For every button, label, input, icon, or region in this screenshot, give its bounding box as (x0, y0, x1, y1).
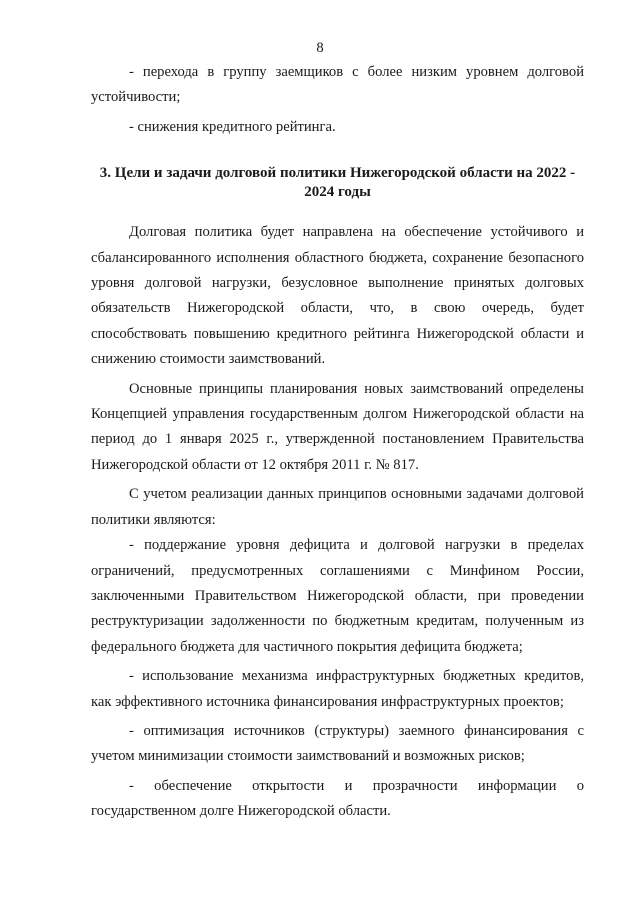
paragraph: Долговая политика будет направлена на обеспечение устойчивого и сбалансированного исполнения областного бюджета, сохранение безопасного уровня долговой нагрузки, безусловное выполнение принятых долговых обязательств Нижегородской области, что, в свою очередь, будет способствовать повышению кредитного рейтинга Нижегородской области и снижению стоимости заимствований. (91, 224, 584, 368)
task-item: - поддержание уровня дефицита и долговой нагрузки в пределах ограничений, предусмотренных соглашениями с Минфином России, заключенными Правительством Нижегородской области, при проведении реструктуризации задолженности по бюджетным кредитам, полученным из федерального бюджета для частичного покрытия дефицита бюджета; (91, 537, 584, 655)
section-title: 3. Цели и задачи долговой политики Нижегородской области на 2022 - 2024 годы (99, 165, 576, 201)
task-item: - оптимизация источников (структуры) заемного финансирования с учетом минимизации стоимости заимствований и возможных рисков; (91, 722, 584, 765)
page-body (91, 60, 584, 825)
intro-item: - снижения кредитного рейтинга. (129, 118, 336, 135)
intro-item: - перехода в группу заемщиков с более низким уровнем долговой устойчивости; (91, 64, 584, 106)
paragraph: С учетом реализации данных принципов основными задачами долговой политики являются: (91, 486, 584, 528)
task-item: - обеспечение открытости и прозрачности информации о государственном долге Нижегородской области. (91, 777, 584, 820)
task-item: - использование механизма инфраструктурных бюджетных кредитов, как эффективного источника финансирования инфраструктурных проектов; (91, 668, 584, 710)
paragraph: Основные принципы планирования новых заимствований определены Концепцией управления государственным долгом Нижегородской области на период до 1 января 2025 г., утвержденной постановлением Правительства Нижегородской области от 12 октября 2011 г. № 817. (91, 380, 584, 473)
page-number: 8 (316, 40, 324, 56)
